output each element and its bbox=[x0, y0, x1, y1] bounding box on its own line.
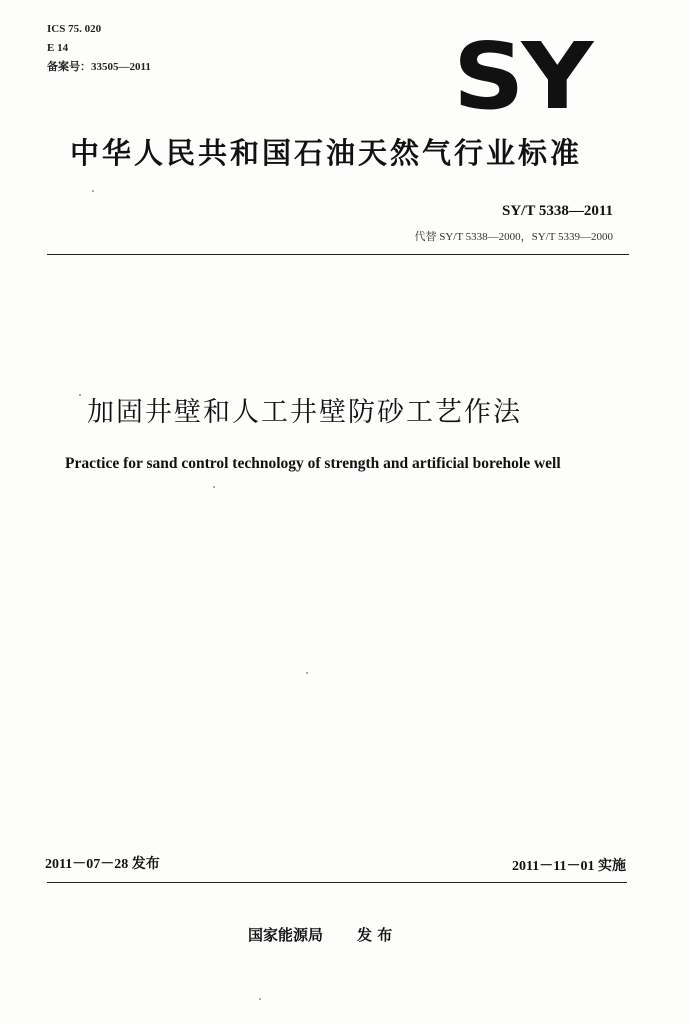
ics-code: ICS 75. 020 bbox=[47, 23, 102, 35]
document-title-chinese: 加固井壁和人工井壁防砂工艺作法 bbox=[87, 397, 522, 428]
issuer-name: 国家能源局 bbox=[248, 926, 324, 944]
standard-number: SY/T 5338—2011 bbox=[502, 203, 613, 219]
scan-speck bbox=[79, 394, 81, 396]
document-title-english: Practice for sand control technology of strength and artificial borehole well bbox=[65, 455, 561, 472]
issuing-authority bbox=[248, 924, 392, 945]
bottom-divider bbox=[47, 882, 627, 883]
replaces-note: 代替 SY/T 5338—2000，SY/T 5339—2000 bbox=[414, 231, 613, 243]
industry-standard-title: 中华人民共和国石油天然气行业标准 bbox=[70, 136, 583, 170]
classification-block bbox=[47, 20, 151, 77]
ccs-code: E 14 bbox=[47, 42, 69, 54]
scan-speck bbox=[259, 998, 261, 1000]
issuer-action: 发 布 bbox=[357, 926, 393, 944]
top-divider bbox=[47, 254, 629, 255]
scan-speck bbox=[92, 190, 94, 192]
scan-speck bbox=[306, 672, 308, 674]
implementation-date: 2011－11－01 实施 bbox=[512, 859, 626, 874]
issue-date: 2011－07－28 发布 bbox=[45, 857, 160, 872]
filing-number: 备案号：33505—2011 bbox=[47, 61, 151, 73]
scan-speck bbox=[213, 486, 215, 488]
sy-logo: SY bbox=[453, 23, 591, 130]
